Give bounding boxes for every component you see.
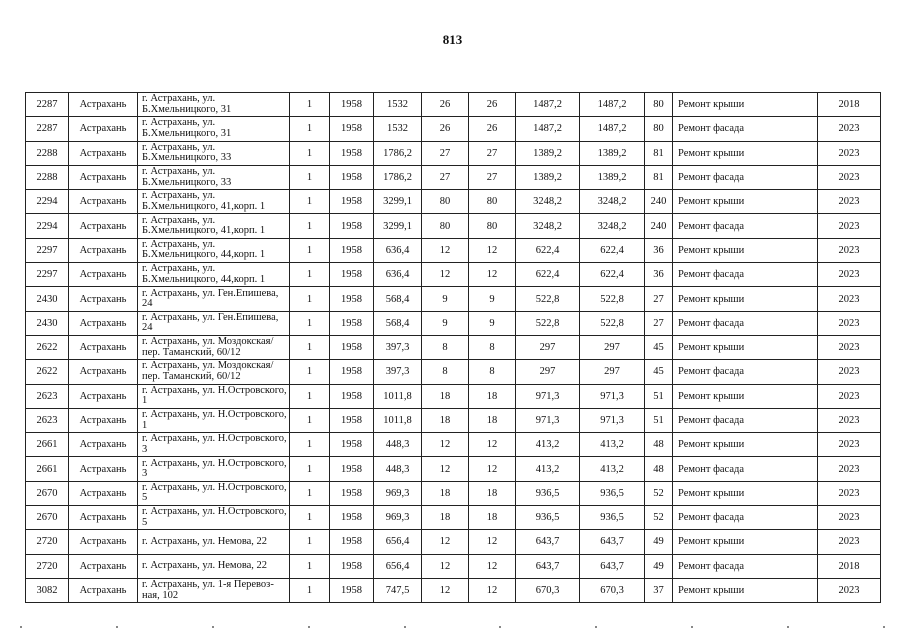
cell-living-area: 670,3	[516, 578, 580, 602]
cell-living-area: 936,5	[516, 481, 580, 505]
cell-count: 1	[290, 481, 330, 505]
table-row	[26, 117, 881, 141]
cell-count: 1	[290, 165, 330, 189]
cell-address: г. Астрахань, ул. Б.Хмельницкого, 41,корп. 1	[138, 214, 290, 238]
cell-total-area: 568,4	[374, 311, 422, 335]
cell-plan-year: 2023	[818, 335, 881, 359]
cell-work-type: Ремонт фасада	[673, 165, 818, 189]
cell-plan-year: 2023	[818, 311, 881, 335]
cell-living-area: 643,7	[516, 554, 580, 578]
cell-apartments-2: 18	[469, 506, 516, 530]
cell-house-id: 2287	[26, 117, 69, 141]
cell-apartments-2: 12	[469, 263, 516, 287]
cell-total-area: 1786,2	[374, 141, 422, 165]
cell-house-id: 2670	[26, 506, 69, 530]
cell-apartments-2: 12	[469, 457, 516, 481]
cell-total-area: 656,4	[374, 554, 422, 578]
cell-living-area: 936,5	[516, 506, 580, 530]
cell-total-area: 1011,8	[374, 384, 422, 408]
cell-city: Астрахань	[69, 554, 138, 578]
table-row	[26, 384, 881, 408]
cell-year: 1958	[330, 335, 374, 359]
cell-address: г. Астрахань, ул. Моздокская/ пер. Таманский, 60/12	[138, 360, 290, 384]
cell-apartments: 12	[422, 263, 469, 287]
cell-address: г. Астрахань, ул. Ген.Епишева, 24	[138, 287, 290, 311]
cell-apartments: 18	[422, 481, 469, 505]
cell-work-type: Ремонт фасада	[673, 506, 818, 530]
cell-count: 1	[290, 554, 330, 578]
cell-plan-year: 2023	[818, 457, 881, 481]
cell-address: г. Астрахань, ул. Н.Островского, 1	[138, 408, 290, 432]
cell-house-id: 2720	[26, 530, 69, 554]
cell-year: 1958	[330, 141, 374, 165]
cell-living-area: 1487,2	[516, 93, 580, 117]
cell-apartments-2: 26	[469, 117, 516, 141]
cell-apartments-2: 8	[469, 360, 516, 384]
table-row	[26, 457, 881, 481]
cell-city: Астрахань	[69, 335, 138, 359]
cell-residents: 48	[645, 433, 673, 457]
cell-plan-year: 2023	[818, 287, 881, 311]
cell-house-id: 2294	[26, 190, 69, 214]
cell-living-area: 971,3	[516, 384, 580, 408]
cell-apartments-2: 80	[469, 190, 516, 214]
cell-address: г. Астрахань, ул. Моздокская/ пер. Таманский, 60/12	[138, 335, 290, 359]
cell-apartments-2: 12	[469, 433, 516, 457]
cell-apartments: 12	[422, 433, 469, 457]
cell-living-area-2: 971,3	[580, 384, 645, 408]
cell-address: г. Астрахань, ул. Н.Островского, 5	[138, 481, 290, 505]
cell-residents: 45	[645, 335, 673, 359]
cell-residents: 37	[645, 578, 673, 602]
cell-apartments: 27	[422, 165, 469, 189]
table-row	[26, 263, 881, 287]
cell-year: 1958	[330, 93, 374, 117]
cell-residents: 36	[645, 238, 673, 262]
cell-year: 1958	[330, 117, 374, 141]
cell-residents: 52	[645, 506, 673, 530]
cell-plan-year: 2023	[818, 506, 881, 530]
cell-living-area: 622,4	[516, 263, 580, 287]
cell-city: Астрахань	[69, 165, 138, 189]
cell-house-id: 2287	[26, 93, 69, 117]
cell-residents: 48	[645, 457, 673, 481]
cell-residents: 51	[645, 408, 673, 432]
cell-year: 1958	[330, 214, 374, 238]
cell-work-type: Ремонт крыши	[673, 190, 818, 214]
cell-city: Астрахань	[69, 578, 138, 602]
cell-count: 1	[290, 360, 330, 384]
cell-plan-year: 2023	[818, 190, 881, 214]
cell-count: 1	[290, 117, 330, 141]
cell-plan-year: 2023	[818, 360, 881, 384]
cell-count: 1	[290, 335, 330, 359]
cell-count: 1	[290, 214, 330, 238]
cell-work-type: Ремонт крыши	[673, 238, 818, 262]
cell-apartments: 26	[422, 117, 469, 141]
cell-house-id: 2294	[26, 214, 69, 238]
cell-city: Астрахань	[69, 238, 138, 262]
cell-living-area: 971,3	[516, 408, 580, 432]
cell-total-area: 747,5	[374, 578, 422, 602]
cell-apartments-2: 26	[469, 93, 516, 117]
cell-work-type: Ремонт крыши	[673, 481, 818, 505]
cell-total-area: 448,3	[374, 433, 422, 457]
cell-year: 1958	[330, 433, 374, 457]
cell-house-id: 2430	[26, 287, 69, 311]
cell-work-type: Ремонт фасада	[673, 117, 818, 141]
cell-address: г. Астрахань, ул. Б.Хмельницкого, 31	[138, 117, 290, 141]
cell-year: 1958	[330, 530, 374, 554]
table-row	[26, 578, 881, 602]
cell-apartments-2: 80	[469, 214, 516, 238]
cell-living-area: 3248,2	[516, 190, 580, 214]
cell-city: Астрахань	[69, 214, 138, 238]
cell-apartments-2: 27	[469, 165, 516, 189]
cell-city: Астрахань	[69, 311, 138, 335]
cell-work-type: Ремонт крыши	[673, 433, 818, 457]
cell-city: Астрахань	[69, 384, 138, 408]
cell-plan-year: 2023	[818, 481, 881, 505]
cell-apartments-2: 18	[469, 384, 516, 408]
cell-residents: 36	[645, 263, 673, 287]
scan-artifact-dots	[20, 626, 885, 630]
table-row	[26, 554, 881, 578]
cell-house-id: 2288	[26, 165, 69, 189]
table-row	[26, 408, 881, 432]
cell-house-id: 2623	[26, 384, 69, 408]
cell-living-area-2: 936,5	[580, 506, 645, 530]
cell-total-area: 397,3	[374, 360, 422, 384]
cell-address: г. Астрахань, ул. Б.Хмельницкого, 44,корп. 1	[138, 238, 290, 262]
cell-apartments-2: 12	[469, 554, 516, 578]
cell-living-area-2: 522,8	[580, 311, 645, 335]
cell-plan-year: 2023	[818, 214, 881, 238]
cell-total-area: 656,4	[374, 530, 422, 554]
table-row	[26, 165, 881, 189]
cell-residents: 81	[645, 165, 673, 189]
cell-apartments: 12	[422, 457, 469, 481]
cell-living-area: 297	[516, 360, 580, 384]
cell-count: 1	[290, 287, 330, 311]
cell-plan-year: 2023	[818, 238, 881, 262]
cell-work-type: Ремонт фасада	[673, 457, 818, 481]
cell-count: 1	[290, 238, 330, 262]
cell-living-area-2: 3248,2	[580, 190, 645, 214]
cell-address: г. Астрахань, ул. Б.Хмельницкого, 41,корп. 1	[138, 190, 290, 214]
cell-count: 1	[290, 384, 330, 408]
cell-apartments: 12	[422, 554, 469, 578]
cell-apartments: 12	[422, 578, 469, 602]
cell-house-id: 2430	[26, 311, 69, 335]
table-row	[26, 141, 881, 165]
cell-apartments: 18	[422, 408, 469, 432]
cell-plan-year: 2023	[818, 165, 881, 189]
cell-year: 1958	[330, 578, 374, 602]
cell-living-area-2: 522,8	[580, 287, 645, 311]
cell-count: 1	[290, 190, 330, 214]
cell-living-area-2: 1487,2	[580, 93, 645, 117]
cell-year: 1958	[330, 481, 374, 505]
cell-year: 1958	[330, 554, 374, 578]
cell-house-id: 2661	[26, 457, 69, 481]
cell-city: Астрахань	[69, 408, 138, 432]
cell-house-id: 2720	[26, 554, 69, 578]
table-row	[26, 190, 881, 214]
cell-living-area: 413,2	[516, 457, 580, 481]
cell-living-area-2: 622,4	[580, 238, 645, 262]
cell-house-id: 3082	[26, 578, 69, 602]
cell-work-type: Ремонт крыши	[673, 530, 818, 554]
cell-plan-year: 2023	[818, 530, 881, 554]
cell-count: 1	[290, 578, 330, 602]
cell-work-type: Ремонт крыши	[673, 578, 818, 602]
cell-apartments: 8	[422, 360, 469, 384]
cell-address: г. Астрахань, ул. Н.Островского, 1	[138, 384, 290, 408]
cell-work-type: Ремонт фасада	[673, 311, 818, 335]
table-row	[26, 238, 881, 262]
cell-address: г. Астрахань, ул. Немова, 22	[138, 554, 290, 578]
cell-residents: 240	[645, 214, 673, 238]
cell-house-id: 2661	[26, 433, 69, 457]
cell-living-area-2: 643,7	[580, 554, 645, 578]
cell-city: Астрахань	[69, 141, 138, 165]
cell-apartments-2: 9	[469, 287, 516, 311]
cell-residents: 49	[645, 530, 673, 554]
cell-house-id: 2622	[26, 360, 69, 384]
cell-plan-year: 2023	[818, 263, 881, 287]
cell-living-area-2: 971,3	[580, 408, 645, 432]
cell-address: г. Астрахань, ул. Б.Хмельницкого, 31	[138, 93, 290, 117]
cell-total-area: 397,3	[374, 335, 422, 359]
cell-house-id: 2297	[26, 263, 69, 287]
cell-residents: 80	[645, 93, 673, 117]
cell-count: 1	[290, 457, 330, 481]
cell-total-area: 3299,1	[374, 190, 422, 214]
cell-address: г. Астрахань, ул. Н.Островского, 5	[138, 506, 290, 530]
page-number: 813	[442, 32, 463, 47]
cell-count: 1	[290, 141, 330, 165]
cell-apartments-2: 18	[469, 481, 516, 505]
cell-living-area-2: 1389,2	[580, 165, 645, 189]
cell-city: Астрахань	[69, 360, 138, 384]
cell-living-area-2: 413,2	[580, 457, 645, 481]
table-body	[26, 93, 881, 603]
cell-total-area: 1532	[374, 117, 422, 141]
cell-address: г. Астрахань, ул. Н.Островского, 3	[138, 433, 290, 457]
table-row	[26, 481, 881, 505]
cell-living-area: 643,7	[516, 530, 580, 554]
cell-city: Астрахань	[69, 287, 138, 311]
cell-total-area: 969,3	[374, 506, 422, 530]
cell-living-area: 1487,2	[516, 117, 580, 141]
cell-plan-year: 2018	[818, 554, 881, 578]
cell-plan-year: 2023	[818, 408, 881, 432]
cell-work-type: Ремонт крыши	[673, 93, 818, 117]
cell-year: 1958	[330, 408, 374, 432]
cell-work-type: Ремонт фасада	[673, 408, 818, 432]
cell-living-area-2: 1389,2	[580, 141, 645, 165]
cell-year: 1958	[330, 190, 374, 214]
cell-house-id: 2297	[26, 238, 69, 262]
cell-residents: 240	[645, 190, 673, 214]
cell-city: Астрахань	[69, 117, 138, 141]
cell-apartments: 9	[422, 287, 469, 311]
cell-city: Астрахань	[69, 93, 138, 117]
cell-total-area: 1786,2	[374, 165, 422, 189]
cell-apartments: 26	[422, 93, 469, 117]
cell-apartments: 8	[422, 335, 469, 359]
cell-residents: 27	[645, 311, 673, 335]
cell-living-area: 522,8	[516, 287, 580, 311]
cell-address: г. Астрахань, ул. Б.Хмельницкого, 33	[138, 165, 290, 189]
cell-apartments: 80	[422, 214, 469, 238]
cell-count: 1	[290, 263, 330, 287]
cell-year: 1958	[330, 287, 374, 311]
cell-plan-year: 2023	[818, 578, 881, 602]
cell-apartments: 18	[422, 384, 469, 408]
cell-residents: 51	[645, 384, 673, 408]
cell-year: 1958	[330, 506, 374, 530]
cell-plan-year: 2018	[818, 93, 881, 117]
cell-living-area-2: 297	[580, 360, 645, 384]
cell-total-area: 1011,8	[374, 408, 422, 432]
table-row	[26, 433, 881, 457]
cell-work-type: Ремонт фасада	[673, 554, 818, 578]
cell-work-type: Ремонт крыши	[673, 141, 818, 165]
cell-year: 1958	[330, 263, 374, 287]
cell-residents: 81	[645, 141, 673, 165]
cell-city: Астрахань	[69, 481, 138, 505]
cell-plan-year: 2023	[818, 141, 881, 165]
cell-work-type: Ремонт фасада	[673, 214, 818, 238]
cell-house-id: 2670	[26, 481, 69, 505]
cell-apartments-2: 12	[469, 530, 516, 554]
cell-total-area: 448,3	[374, 457, 422, 481]
cell-address: г. Астрахань, ул. Б.Хмельницкого, 33	[138, 141, 290, 165]
cell-city: Астрахань	[69, 530, 138, 554]
cell-living-area-2: 413,2	[580, 433, 645, 457]
cell-house-id: 2288	[26, 141, 69, 165]
cell-total-area: 3299,1	[374, 214, 422, 238]
cell-total-area: 969,3	[374, 481, 422, 505]
cell-residents: 45	[645, 360, 673, 384]
cell-address: г. Астрахань, ул. Б.Хмельницкого, 44,корп. 1	[138, 263, 290, 287]
table-row	[26, 506, 881, 530]
cell-living-area: 522,8	[516, 311, 580, 335]
cell-total-area: 568,4	[374, 287, 422, 311]
cell-work-type: Ремонт фасада	[673, 263, 818, 287]
cell-apartments: 12	[422, 530, 469, 554]
cell-count: 1	[290, 506, 330, 530]
cell-living-area-2: 622,4	[580, 263, 645, 287]
cell-work-type: Ремонт крыши	[673, 335, 818, 359]
cell-plan-year: 2023	[818, 433, 881, 457]
cell-total-area: 636,4	[374, 238, 422, 262]
housing-repair-table	[25, 92, 881, 603]
cell-city: Астрахань	[69, 263, 138, 287]
cell-count: 1	[290, 433, 330, 457]
table-row	[26, 335, 881, 359]
cell-plan-year: 2023	[818, 117, 881, 141]
cell-living-area: 1389,2	[516, 141, 580, 165]
cell-year: 1958	[330, 238, 374, 262]
cell-residents: 49	[645, 554, 673, 578]
cell-apartments: 18	[422, 506, 469, 530]
cell-living-area-2: 643,7	[580, 530, 645, 554]
cell-living-area-2: 3248,2	[580, 214, 645, 238]
cell-plan-year: 2023	[818, 384, 881, 408]
cell-residents: 52	[645, 481, 673, 505]
cell-living-area-2: 297	[580, 335, 645, 359]
table-row	[26, 360, 881, 384]
cell-living-area-2: 1487,2	[580, 117, 645, 141]
cell-city: Астрахань	[69, 457, 138, 481]
cell-apartments: 80	[422, 190, 469, 214]
cell-address: г. Астрахань, ул. Ген.Епишева, 24	[138, 311, 290, 335]
cell-house-id: 2622	[26, 335, 69, 359]
cell-city: Астрахань	[69, 433, 138, 457]
cell-work-type: Ремонт крыши	[673, 287, 818, 311]
cell-address: г. Астрахань, ул. Н.Островского, 3	[138, 457, 290, 481]
cell-house-id: 2623	[26, 408, 69, 432]
cell-living-area: 297	[516, 335, 580, 359]
cell-apartments: 12	[422, 238, 469, 262]
cell-apartments-2: 9	[469, 311, 516, 335]
cell-count: 1	[290, 93, 330, 117]
cell-count: 1	[290, 408, 330, 432]
cell-apartments-2: 27	[469, 141, 516, 165]
cell-city: Астрахань	[69, 506, 138, 530]
table-row	[26, 93, 881, 117]
cell-residents: 27	[645, 287, 673, 311]
cell-year: 1958	[330, 384, 374, 408]
table-row	[26, 287, 881, 311]
cell-count: 1	[290, 530, 330, 554]
cell-year: 1958	[330, 360, 374, 384]
cell-year: 1958	[330, 457, 374, 481]
table-row	[26, 530, 881, 554]
table-row	[26, 214, 881, 238]
cell-year: 1958	[330, 311, 374, 335]
cell-city: Астрахань	[69, 190, 138, 214]
cell-total-area: 1532	[374, 93, 422, 117]
cell-apartments-2: 12	[469, 578, 516, 602]
cell-work-type: Ремонт крыши	[673, 384, 818, 408]
cell-living-area-2: 670,3	[580, 578, 645, 602]
cell-address: г. Астрахань, ул. Немова, 22	[138, 530, 290, 554]
cell-apartments: 9	[422, 311, 469, 335]
cell-living-area: 622,4	[516, 238, 580, 262]
cell-total-area: 636,4	[374, 263, 422, 287]
cell-apartments: 27	[422, 141, 469, 165]
cell-apartments-2: 12	[469, 238, 516, 262]
cell-year: 1958	[330, 165, 374, 189]
cell-count: 1	[290, 311, 330, 335]
cell-apartments-2: 8	[469, 335, 516, 359]
table-row	[26, 311, 881, 335]
cell-living-area: 1389,2	[516, 165, 580, 189]
cell-address: г. Астрахань, ул. 1-я Перевоз-ная, 102	[138, 578, 290, 602]
cell-apartments-2: 18	[469, 408, 516, 432]
cell-living-area: 413,2	[516, 433, 580, 457]
cell-residents: 80	[645, 117, 673, 141]
cell-living-area-2: 936,5	[580, 481, 645, 505]
cell-living-area: 3248,2	[516, 214, 580, 238]
cell-work-type: Ремонт фасада	[673, 360, 818, 384]
